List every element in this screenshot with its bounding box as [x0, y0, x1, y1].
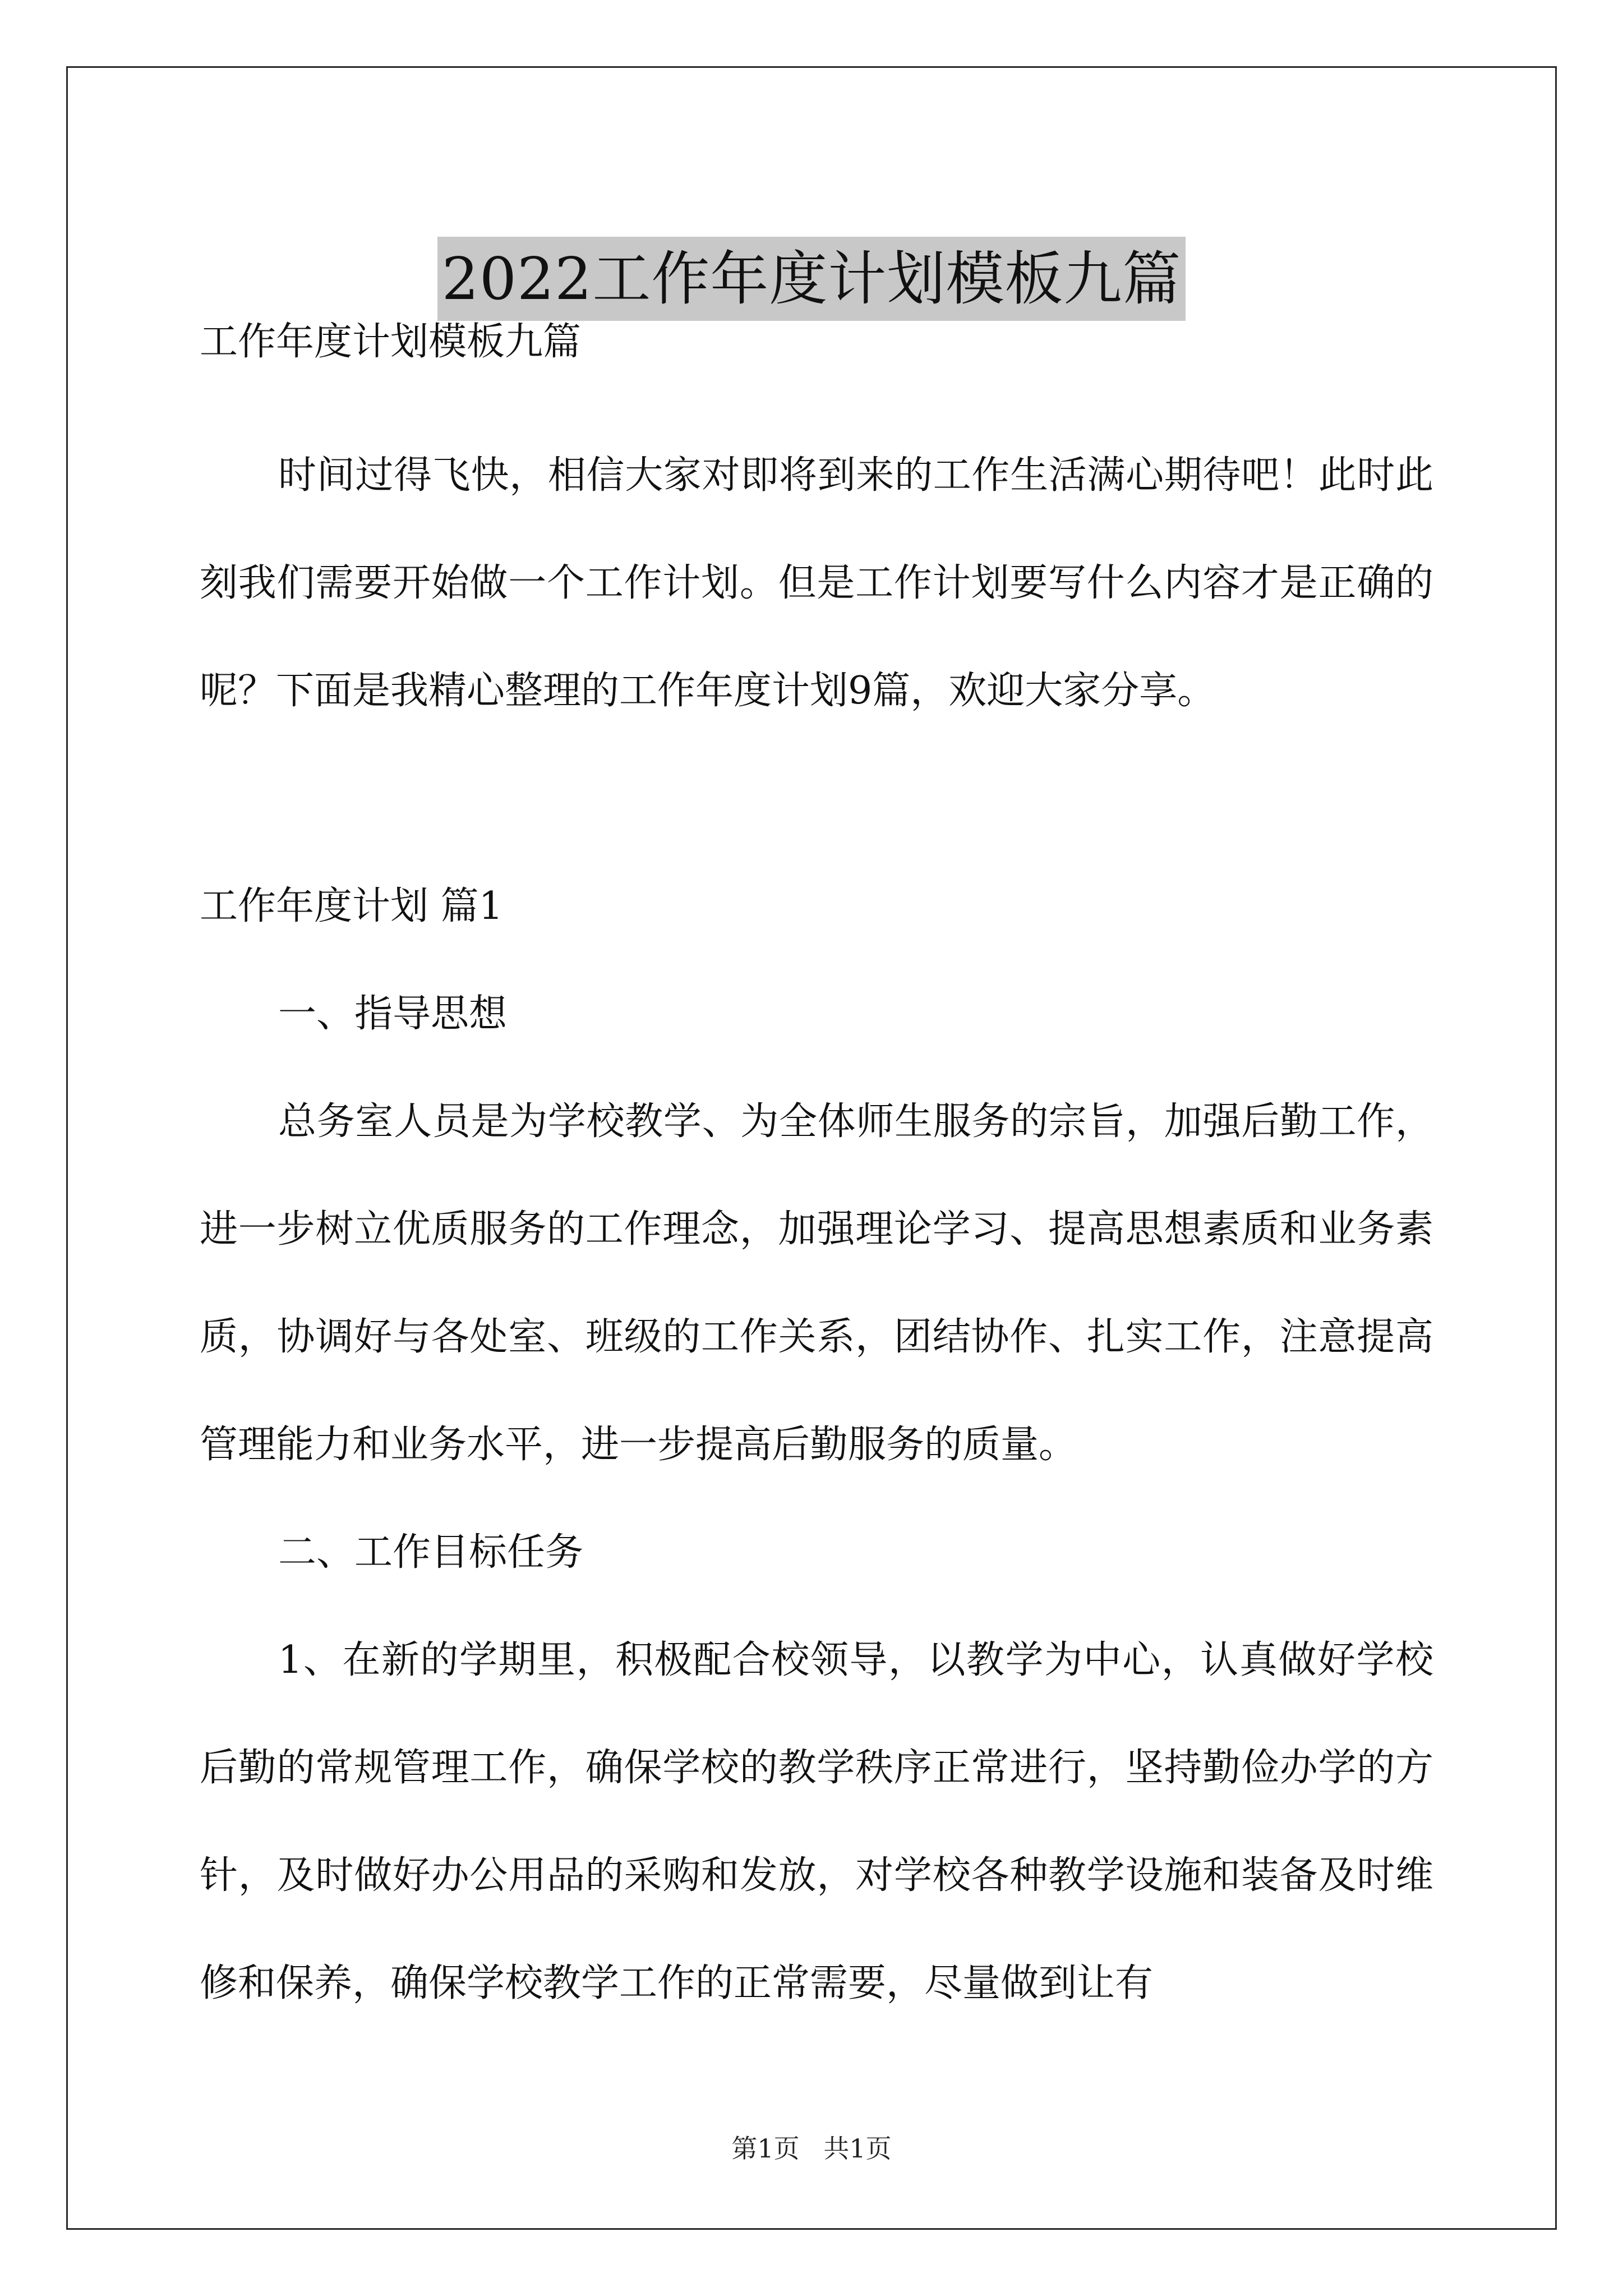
- document-subtitle: 工作年度计划模板九篇: [200, 320, 582, 364]
- document-body: [200, 314, 1433, 2037]
- intro-paragraph: 时间过得飞快，相信大家对即将到来的工作生活满心期待吧！此时此刻我们需要开始做一个工作计划。但是工作计划要写什么内容才是正确的呢？下面是我精心整理的工作年度计划9篇，欢迎大家分享。: [200, 453, 1433, 713]
- heading-guiding-thought: 一、指导思想: [278, 992, 508, 1036]
- section-title: 工作年度计划 篇1: [200, 884, 503, 928]
- page-total: 共1页: [823, 2133, 892, 2164]
- paragraph-guiding-thought: 总务室人员是为学校教学、为全体师生服务的宗旨，加强后勤工作，进一步树立优质服务的工作理念，加强理论学习、提高思想素质和业务素质，协调好与各处室、班级的工作关系，团结协作、扎实工作，注意提高管理能力和业务水平，进一步提高后勤服务的质量。: [200, 1099, 1433, 1467]
- page-footer: [0, 2132, 1623, 2165]
- heading-work-goals: 二、工作目标任务: [278, 1530, 584, 1575]
- page-number: 第1页: [731, 2133, 800, 2164]
- document-title: 2022工作年度计划模板九篇: [437, 237, 1186, 321]
- paragraph-work-goals: 1、在新的学期里，积极配合校领导，以教学为中心，认真做好学校后勤的常规管理工作，确保学校的教学秩序正常进行，坚持勤俭办学的方针，及时做好办公用品的采购和发放，对学校各种教学设施和装备及时维修和保养，确保学校教学工作的正常需要，尽量做到让有: [200, 1638, 1433, 2005]
